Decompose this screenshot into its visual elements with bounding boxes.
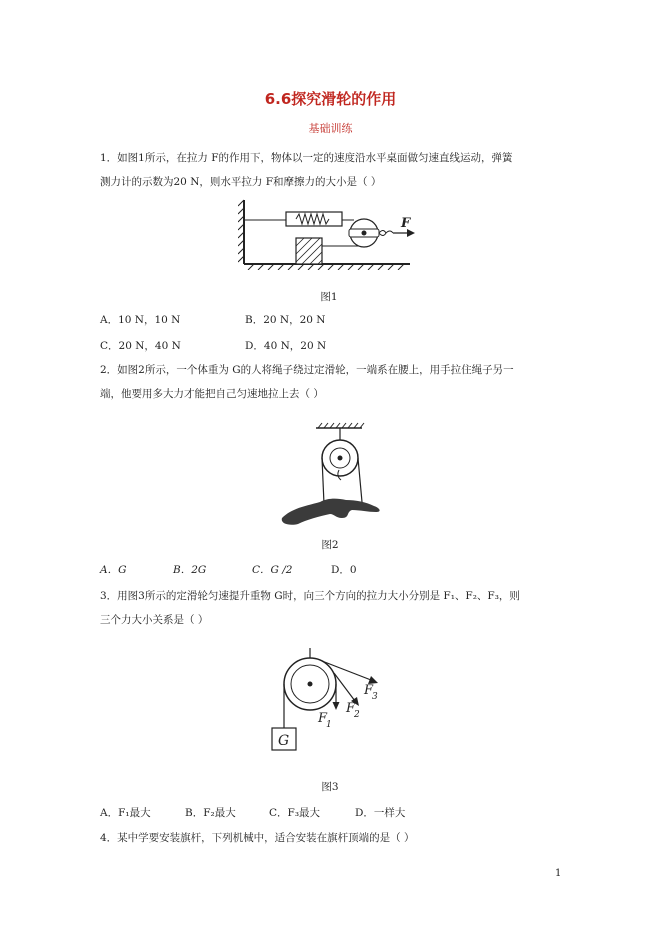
weight-label: G [278,733,290,749]
q1-option-d: D．40 N，20 N [245,340,327,352]
force-f2-label: F [346,701,356,716]
q2-option-d: D．0 [331,564,357,576]
q1-option-a: A．10 N，10 N [100,314,181,326]
question-3-line-1: 3．用图3所示的定滑轮匀速提升重物 G时，向三个方向的拉力大小分别是 F₁、F₂、F₃，则 [100,590,520,602]
figure-1-caption: 图1 [320,291,338,303]
pulley-axle [338,456,343,461]
pulley-axle [308,682,313,687]
force-f1-arrowhead [333,702,340,710]
question-2-line-1: 2．如图2所示，一个体重为 G的人将绳子绕过定滑轮，一端系在腰上，用手拉住绳子另一 [100,364,514,376]
figure-3-caption: 图3 [321,781,339,793]
q3-option-c: C．F₃最大 [269,807,321,819]
rope-hook [386,231,393,233]
question-2-line-2: 端，他要用多大力才能把自己匀速地拉上去（ ） [100,388,324,400]
force-f3-subscript: 3 [372,692,378,702]
question-3-line-2: 三个力大小关系是（ ） [100,614,209,626]
person-silhouette [282,499,380,525]
force-f1-subscript: 1 [326,720,332,730]
figure-3-fixed-pulley [268,648,392,756]
q1-option-b: B．20 N，20 N [245,314,326,326]
question-2-text [100,358,570,406]
q1-option-c: C．20 N，40 N [100,340,181,352]
force-label-f: F [401,216,411,231]
force-f1-label: F [318,711,328,726]
q2-option-a: A．G [100,564,127,576]
rope-right [358,458,362,502]
question-1-text [100,146,570,194]
force-f2-line [334,673,355,701]
q2-option-b: B．2G [173,564,207,576]
force-f3-label: F [364,683,374,698]
question-1-line-1: 1．如图1所示，在拉力 F的作用下，物体以一定的速度沿水平桌面做匀速直线运动，弹簧 [100,152,513,164]
q2-option-c: C．G /2 [252,564,293,576]
pulley-hook [379,231,386,236]
q3-option-a: A．F₁最大 [100,807,151,819]
figure-2-caption: 图2 [321,539,339,551]
question-4-text [100,826,570,850]
section-subtitle: 基础训练 [308,122,353,135]
question-4-line-1: 4．某中学要安装旗杆，下列机械中，适合安装在旗杆顶端的是（ ） [100,832,415,844]
pulley-axle [362,231,367,236]
figure-1-pulley-diagram [238,196,416,270]
question-3-text [100,584,570,632]
force-f2-subscript: 2 [354,710,360,720]
page-title: 6.6探究滑轮的作用 [264,90,397,108]
question-1-line-2: 测力计的示数为20 N，则水平拉力 F和摩擦力的大小是（ ） [100,176,382,188]
figure-2-person-pulley [276,422,386,526]
q3-option-b: B．F₂最大 [185,807,236,819]
q3-option-d: D．一样大 [355,807,406,819]
page-number: 1 [555,868,562,879]
